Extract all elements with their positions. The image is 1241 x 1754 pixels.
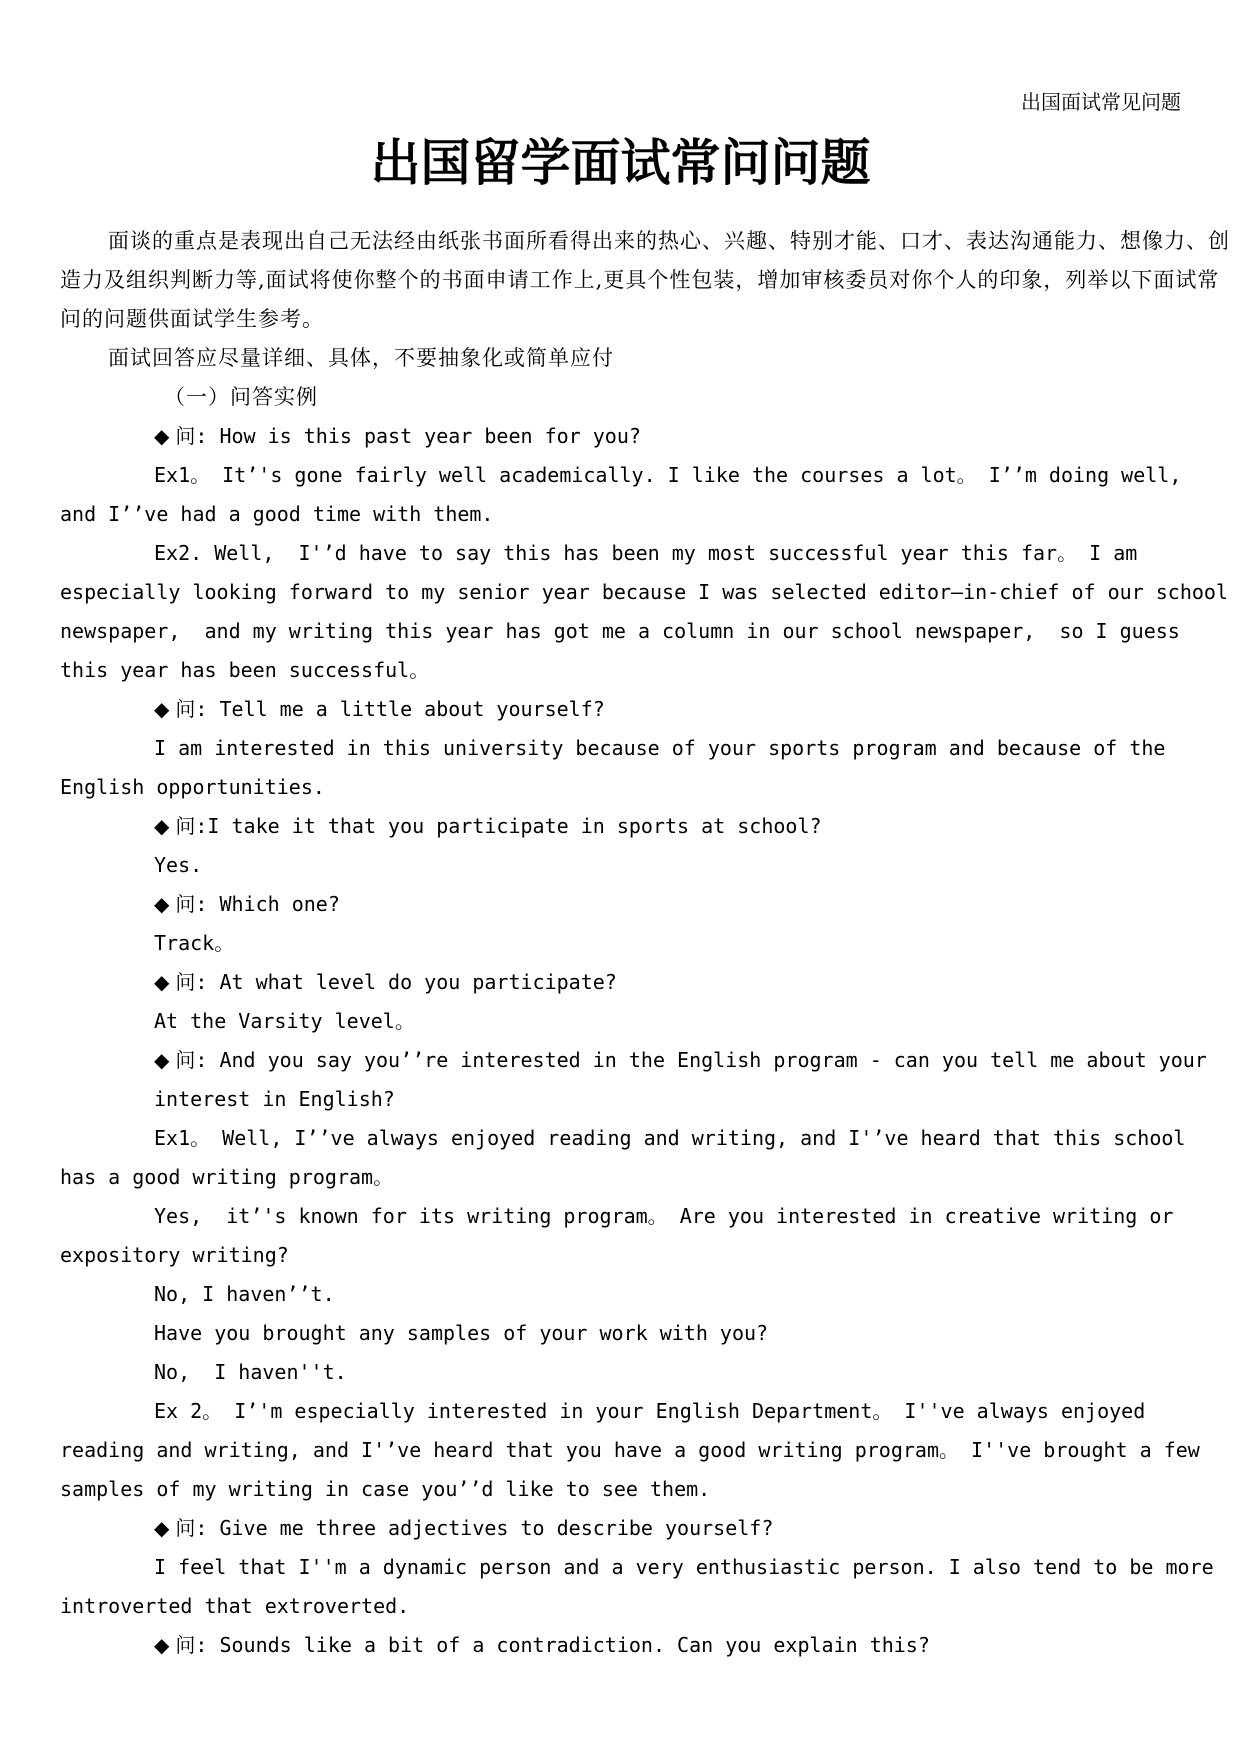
diamond-bullet-icon: ◆ bbox=[154, 1048, 170, 1072]
question-text: : And you say you’’re interested in the English program - can you tell me about your interest in English? bbox=[154, 1048, 1219, 1111]
qa-list bbox=[60, 417, 1241, 1665]
question-text: : At what level do you participate? bbox=[195, 970, 617, 994]
document-title: 出国留学面试常问问题 bbox=[370, 134, 871, 192]
question-line bbox=[60, 963, 1230, 1002]
diamond-bullet-icon: ◆ bbox=[154, 1516, 170, 1540]
document-body bbox=[60, 222, 1241, 1665]
question-label: 问 bbox=[175, 970, 196, 994]
question-text: : Tell me a little about yourself? bbox=[195, 697, 605, 721]
question-text: : Sounds like a bit of a contradiction. Can you explain this? bbox=[195, 1633, 930, 1657]
diamond-bullet-icon: ◆ bbox=[154, 892, 170, 916]
diamond-bullet-icon: ◆ bbox=[154, 970, 170, 994]
running-header: 出国面试常见问题 bbox=[1021, 90, 1181, 114]
answer-line: Yes. bbox=[154, 853, 203, 877]
question-line bbox=[60, 1626, 1230, 1665]
question-label: 问 bbox=[175, 814, 196, 838]
answer-line: Ex1。 Well, I’’ve always enjoyed reading and writing, and I'’ve heard that this school has a good writing program。 bbox=[60, 1126, 1198, 1189]
question-label: 问 bbox=[175, 697, 196, 721]
answer-line: I am interested in this university because of your sports program and because of the English opportunities. bbox=[60, 736, 1178, 799]
question-text: : Which one? bbox=[195, 892, 340, 916]
answer-line: I feel that I''m a dynamic person and a very enthusiastic person. I also tend to be more introverted that extroverted. bbox=[60, 1555, 1226, 1618]
diamond-bullet-icon: ◆ bbox=[154, 1633, 170, 1657]
diamond-bullet-icon: ◆ bbox=[154, 424, 170, 448]
question-label: 问 bbox=[175, 1516, 196, 1540]
answer-line: Ex1。 It’'s gone fairly well academically. I like the courses a lot。 I’’m doing well, and I’’ve had a good time with them. bbox=[60, 463, 1206, 526]
question-text: : Give me three adjectives to describe yourself? bbox=[195, 1516, 774, 1540]
answer-line: Ex2. Well, I'’d have to say this has been my most successful year this far。 I am especially looking forward to my senior year because I was selected editor—in-chief of our school newspaper, and my writing this year has got me a column in our school newspaper, so I guess this year has been successful。 bbox=[60, 541, 1241, 682]
answer-line: Yes, it’'s known for its writing program。 Are you interested in creative writing or expository writing? bbox=[60, 1204, 1186, 1267]
diamond-bullet-icon: ◆ bbox=[154, 697, 170, 721]
answer-line: No, I haven’’t. bbox=[154, 1282, 335, 1306]
question-line bbox=[60, 1509, 1230, 1548]
question-text: : How is this past year been for you? bbox=[195, 424, 641, 448]
question-line bbox=[60, 417, 1230, 456]
question-label: 问 bbox=[175, 424, 196, 448]
question-label: 问 bbox=[175, 1048, 196, 1072]
question-line bbox=[60, 807, 1230, 846]
answer-line: No, I haven''t. bbox=[154, 1360, 347, 1384]
intro-paragraph: 面谈的重点是表现出自己无法经由纸张书面所看得出来的热心、兴趣、特别才能、口才、表达沟通能力、想像力、创造力及组织判断力等,面试将使你整个的书面申请工作上,更具个性包装，增加审核委员对你个人的印象，列举以下面试常问的问题供面试学生参考。 bbox=[60, 229, 1230, 331]
question-line bbox=[60, 690, 1230, 729]
section-heading: （一）问答实例 bbox=[164, 385, 318, 409]
question-label: 问 bbox=[175, 1633, 196, 1657]
answer-line: At the Varsity level。 bbox=[154, 1009, 415, 1033]
answer-line: Track。 bbox=[154, 931, 235, 955]
question-line bbox=[60, 885, 1230, 924]
question-label: 问 bbox=[175, 892, 196, 916]
question-text: :I take it that you participate in sports at school? bbox=[195, 814, 822, 838]
answer-line: Have you brought any samples of your work with you? bbox=[154, 1321, 769, 1345]
intro-note: 面试回答应尽量详细、具体，不要抽象化或简单应付 bbox=[108, 346, 614, 370]
answer-line: Ex 2。 I’'m especially interested in your English Department。 I''ve always enjoyed reading and writing, and I'’ve heard that you have a good writing program。 I''ve brought a few samples of my writing in case you’’d like to see them. bbox=[60, 1399, 1212, 1501]
diamond-bullet-icon: ◆ bbox=[154, 814, 170, 838]
question-line bbox=[60, 1041, 1230, 1119]
